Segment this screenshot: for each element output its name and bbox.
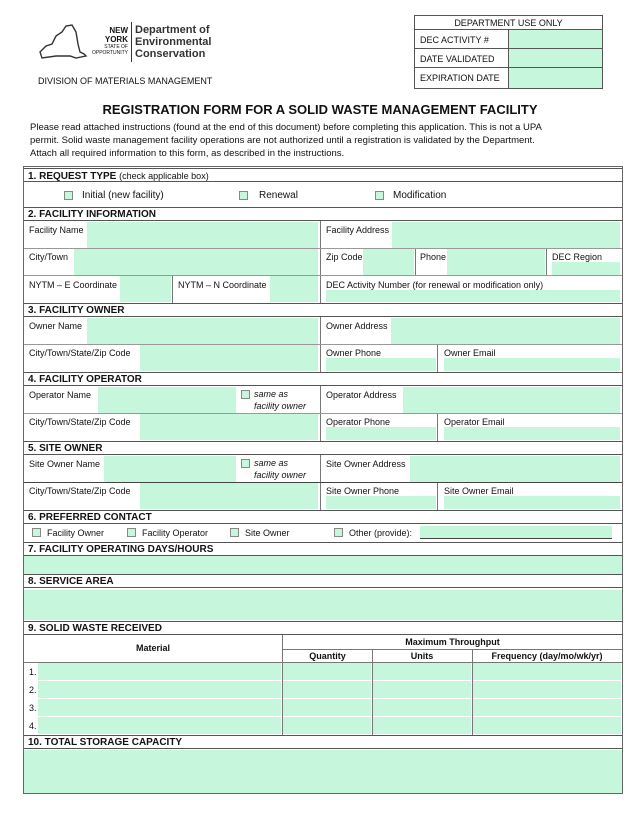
- site-owner-email-label: Site Owner Email: [444, 486, 514, 496]
- contact-other-checkbox[interactable]: [334, 528, 343, 537]
- intro-line-3: Attach all required information to this form, as described in the instructions.: [30, 148, 345, 159]
- owner-email-label: Owner Email: [444, 348, 496, 358]
- waste-row-3-material[interactable]: [38, 699, 281, 716]
- contact-facility-operator-checkbox[interactable]: [127, 528, 136, 537]
- contact-other-input[interactable]: [420, 526, 612, 539]
- waste-row-1-quantity[interactable]: [283, 663, 371, 680]
- waste-row-3-label: 3.: [29, 703, 37, 713]
- request-modification-label: Modification: [393, 190, 447, 201]
- operator-email-input[interactable]: [444, 427, 620, 440]
- contact-facility-operator-label: Facility Operator: [142, 528, 209, 538]
- dec-activity-label: DEC ACTIVITY #: [420, 35, 489, 45]
- site-owner-same-as-line-1: same as: [254, 458, 289, 468]
- agency-name-line-2: Environmental: [135, 36, 212, 48]
- operator-same-as-owner-checkbox[interactable]: [241, 390, 250, 399]
- waste-row-2-units[interactable]: [373, 681, 471, 698]
- nytm-n-input[interactable]: [270, 276, 318, 302]
- site-owner-address-input[interactable]: [410, 456, 620, 482]
- operator-phone-input[interactable]: [326, 427, 436, 440]
- phone-label: Phone: [420, 252, 447, 262]
- section-1-title: 1. REQUEST TYPE: [28, 171, 117, 182]
- units-header: Units: [410, 651, 434, 661]
- contact-other-label: Other (provide):: [349, 528, 413, 538]
- intro-line-1: Please read attached instructions (found at the end of this document) before completing this application. This is not a UPA: [30, 122, 542, 133]
- operator-same-as-line-1: same as: [254, 389, 289, 399]
- site-owner-same-as-line-2: facility owner: [254, 470, 307, 480]
- request-initial-checkbox[interactable]: [64, 191, 73, 200]
- operator-email-label: Operator Email: [444, 417, 505, 427]
- contact-facility-owner-label: Facility Owner: [47, 528, 105, 538]
- service-area-input[interactable]: [24, 590, 622, 620]
- dec-activity-number-label: DEC Activity Number (for renewal or modification only): [326, 280, 544, 290]
- request-modification-checkbox[interactable]: [375, 191, 384, 200]
- phone-input[interactable]: [447, 249, 545, 275]
- owner-phone-label: Owner Phone: [326, 348, 382, 358]
- waste-row-2-material[interactable]: [38, 681, 281, 698]
- contact-site-owner-checkbox[interactable]: [230, 528, 239, 537]
- site-owner-same-as-checkbox[interactable]: [241, 459, 250, 468]
- date-validated-input[interactable]: [508, 49, 602, 67]
- expiration-date-input[interactable]: [508, 68, 602, 88]
- nytm-n-label: NYTM – N Coordinate: [178, 280, 267, 290]
- agency-name-line-1: Department of: [135, 24, 210, 36]
- zip-code-input[interactable]: [363, 249, 414, 275]
- operator-address-input[interactable]: [403, 387, 620, 413]
- waste-row-4-label: 4.: [29, 721, 37, 731]
- form-title: REGISTRATION FORM FOR A SOLID WASTE MANAGEMENT FACILITY: [102, 102, 538, 117]
- request-initial-label: Initial (new facility): [82, 190, 164, 201]
- site-owner-name-label: Site Owner Name: [29, 459, 101, 469]
- waste-row-3-units[interactable]: [373, 699, 471, 716]
- waste-row-1-frequency[interactable]: [473, 663, 621, 680]
- owner-address-input[interactable]: [391, 318, 620, 344]
- owner-name-label: Owner Name: [29, 321, 83, 331]
- site-owner-email-input[interactable]: [444, 496, 620, 509]
- waste-row-3-quantity[interactable]: [283, 699, 371, 716]
- dec-region-label: DEC Region: [552, 252, 603, 262]
- site-owner-city-label: City/Town/State/Zip Code: [29, 486, 131, 496]
- nytm-e-label: NYTM – E Coordinate: [29, 280, 118, 290]
- facility-name-label: Facility Name: [29, 225, 84, 235]
- waste-row-4-units[interactable]: [373, 717, 471, 734]
- contact-site-owner-label: Site Owner: [245, 528, 290, 538]
- owner-email-input[interactable]: [444, 358, 620, 371]
- zip-code-label: Zip Code: [326, 252, 363, 262]
- city-town-input[interactable]: [74, 249, 318, 275]
- logo: [36, 20, 226, 66]
- state-name: NEW YORK: [104, 26, 128, 44]
- waste-row-2-frequency[interactable]: [473, 681, 621, 698]
- max-throughput-header: Maximum Throughput: [405, 637, 500, 647]
- section-6-header: 6. PREFERRED CONTACT: [24, 510, 622, 524]
- section-9-header: 9. SOLID WASTE RECEIVED: [24, 621, 622, 635]
- section-3-header: 3. FACILITY OWNER: [24, 303, 622, 317]
- site-owner-name-input[interactable]: [104, 456, 236, 482]
- operator-same-as-line-2: facility owner: [254, 401, 307, 411]
- storage-capacity-input[interactable]: [24, 750, 622, 793]
- owner-phone-input[interactable]: [326, 358, 436, 371]
- operator-name-label: Operator Name: [29, 390, 92, 400]
- operator-name-input[interactable]: [98, 387, 236, 413]
- facility-address-input[interactable]: [392, 222, 620, 248]
- material-header: Material: [135, 643, 170, 653]
- waste-row-4-frequency[interactable]: [473, 717, 621, 734]
- request-renewal-label: Renewal: [259, 190, 298, 201]
- operator-city-input[interactable]: [140, 414, 318, 440]
- facility-name-input[interactable]: [87, 222, 318, 248]
- section-10-header: 10. TOTAL STORAGE CAPACITY: [24, 735, 622, 749]
- section-7-header: 7. FACILITY OPERATING DAYS/HOURS: [24, 542, 622, 556]
- waste-row-4-material[interactable]: [38, 717, 281, 734]
- contact-facility-owner-checkbox[interactable]: [32, 528, 41, 537]
- quantity-header: Quantity: [309, 651, 346, 661]
- frequency-header: Frequency (day/mo/wk/yr): [491, 651, 603, 661]
- owner-city-label: City/Town/State/Zip Code: [29, 348, 131, 358]
- department-use-title: DEPARTMENT USE ONLY: [415, 16, 602, 30]
- waste-row-1-units[interactable]: [373, 663, 471, 680]
- section-1-header: [24, 168, 622, 182]
- owner-address-label: Owner Address: [326, 321, 388, 331]
- operator-city-label: City/Town/State/Zip Code: [29, 417, 131, 427]
- expiration-date-label: EXPIRATION DATE: [420, 73, 500, 83]
- owner-city-input[interactable]: [140, 345, 318, 371]
- waste-row-2-quantity[interactable]: [283, 681, 371, 698]
- operator-address-label: Operator Address: [326, 390, 397, 400]
- state-sub-1: STATE OF: [104, 44, 128, 50]
- section-4-header: 4. FACILITY OPERATOR: [24, 372, 622, 386]
- new-york-state-map-icon: [36, 22, 88, 62]
- intro-line-2: permit. Solid waste management facility operations are not authorized until a registration is validated by the Department.: [30, 135, 535, 146]
- waste-row-1-label: 1.: [29, 667, 37, 677]
- nytm-e-input[interactable]: [120, 276, 171, 302]
- state-sub-2: OPPORTUNITY: [91, 50, 128, 56]
- dec-region-input[interactable]: [552, 262, 620, 275]
- division-label: DIVISION OF MATERIALS MANAGEMENT: [38, 76, 213, 86]
- waste-row-3-frequency[interactable]: [473, 699, 621, 716]
- section-1-note: (check applicable box): [119, 171, 209, 181]
- waste-row-1-material[interactable]: [38, 663, 281, 680]
- agency-name: [135, 24, 211, 60]
- site-owner-phone-label: Site Owner Phone: [326, 486, 400, 496]
- request-renewal-checkbox[interactable]: [239, 191, 248, 200]
- date-validated-label: DATE VALIDATED: [420, 54, 495, 64]
- state-wordmark: [88, 26, 128, 56]
- operating-hours-input[interactable]: [24, 556, 622, 574]
- site-owner-phone-input[interactable]: [326, 496, 436, 509]
- section-8-header: 8. SERVICE AREA: [24, 574, 622, 588]
- agency-name-line-3: Conservation: [135, 48, 206, 60]
- waste-row-4-quantity[interactable]: [283, 717, 371, 734]
- dec-activity-number-input[interactable]: [326, 290, 620, 302]
- city-town-label: City/Town: [29, 252, 69, 262]
- operator-phone-label: Operator Phone: [326, 417, 391, 427]
- dec-activity-input[interactable]: [508, 30, 602, 48]
- intro-text: [30, 121, 616, 160]
- waste-row-2-label: 2.: [29, 685, 37, 695]
- section-5-header: 5. SITE OWNER: [24, 441, 622, 455]
- facility-address-label: Facility Address: [326, 225, 390, 235]
- section-2-header: 2. FACILITY INFORMATION: [24, 207, 622, 221]
- site-owner-address-label: Site Owner Address: [326, 459, 406, 469]
- site-owner-city-input[interactable]: [140, 483, 318, 509]
- owner-name-input[interactable]: [87, 318, 318, 344]
- department-use-box: [414, 15, 603, 89]
